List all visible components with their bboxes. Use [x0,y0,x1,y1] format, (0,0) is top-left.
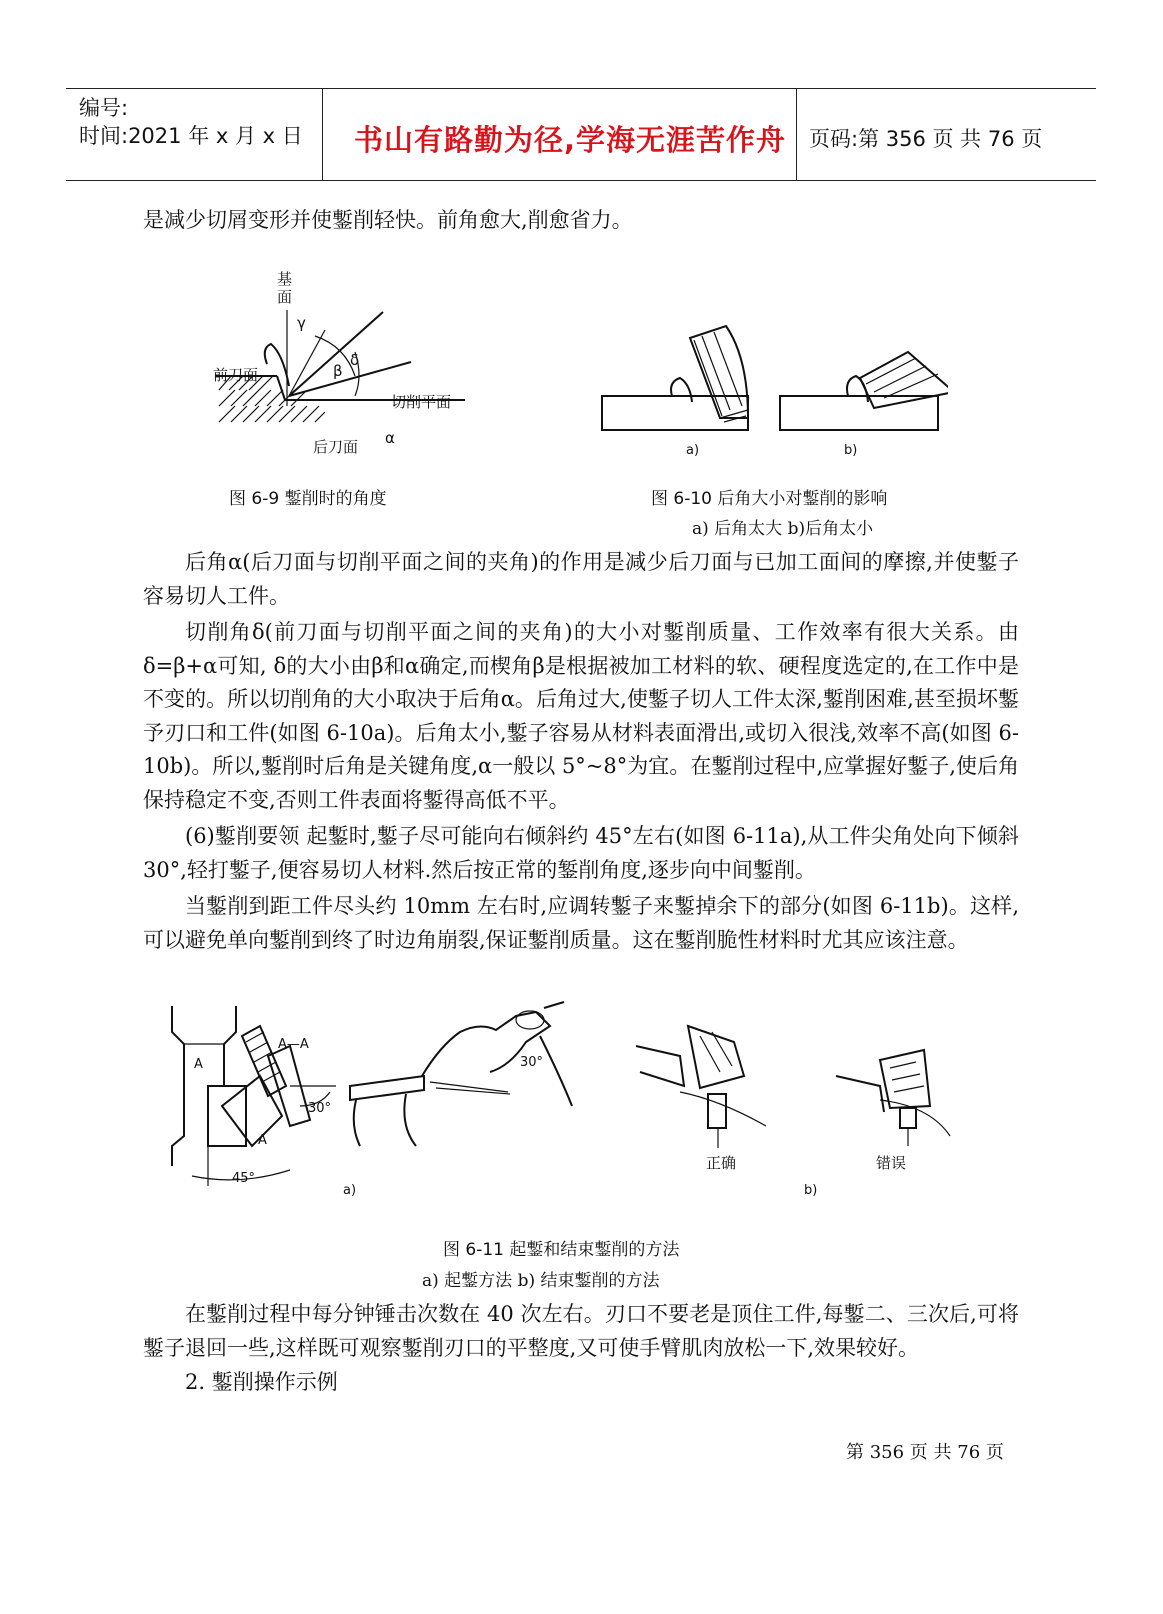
header-page: 页码:第 356 页 共 76 页 [809,127,1043,151]
fig69-label-cut-plane: 切削平面 [391,393,452,411]
fig69-chip [265,344,289,386]
fig69-label-back: 后刀面 [313,438,359,456]
paragraph-back-angle: 后角α(后刀面与切削平面之间的夹角)的作用是减少后刀面与已加工面间的摩擦,并使鏨子容易切人工件。 [143,550,1019,608]
fig611-hand-hammer [350,1002,572,1146]
figure-6-10-back-angle-effect [598,318,948,468]
fig69-label-gamma: γ [297,314,306,332]
fig611-label-a-mark: A [194,1057,203,1072]
figure-6-10-subcaption: a) 后角太大 b)后角太小 [692,519,874,539]
fig611-label-wrong: 错误 [876,1154,907,1172]
header-bottom-rule [66,180,1096,181]
fig611-label-30b: 30° [520,1055,544,1070]
fig611-wrong-drawing [836,1050,950,1146]
fig69-label-base-2: 面 [277,288,293,306]
fig611-label-45: 45° [232,1171,256,1186]
figure-6-11-start-and-finish-methods [160,996,960,1206]
figure-6-9-caption: 图 6-9 鏨削时的角度 [229,489,387,509]
footer-page-number: 第 356 页 共 76 页 [846,1442,1004,1463]
fig611-correct-drawing [636,1026,766,1148]
fig610-label-b: b) [844,443,858,458]
fig69-label-alpha: α [385,429,395,447]
paragraph-intro: 是减少切屑变形并使鏨削轻快。前角愈大,削愈省力。 [143,208,633,232]
figure-6-9-chisel-angles [205,266,475,466]
header-number: 编号: [79,96,129,120]
fig69-label-delta: δ [350,351,360,369]
paragraph-cutting-angle: 切削角δ(前刀面与切削平面之间的夹角)的大小对鏨削质量、工作效率有很大关系。由δ=β+α可知, δ的大小由β和α确定,而楔角β是根据被加工材料的软、硬程度选定的,在工作中是不变的。所以切削角的大小取决于后角α。后角过大,使鏨子切人工件太深,鏨削困难,甚至损坏鏨予刃口和工件(如图 6-10a)。后角太小,鏨子容易从材料表面滑出,或切入很浅,效率不高(如图 6-10b)。所以,鏨削时后角是关键角度,α一般以 5°~8°为宜。在鏨削过程中,应掌握好鏨子,使后角保持稳定不变,否则工件表面将鏨得高低不平。 [143,620,1019,812]
fig610-a-drawing [602,326,748,430]
fig611-label-aa: A—A [278,1037,309,1052]
header-top-rule [66,88,1096,89]
figure-6-11-caption: 图 6-11 起鏨和结束鏨削的方法 [443,1240,680,1260]
fig611-label-a: a) [343,1183,357,1198]
fig611-label-30a: 30° [308,1101,332,1116]
fig69-label-front: 前刀面 [213,366,259,384]
paragraph-chisel-essentials: (6)鏨削要领 起鏨时,鏨子尽可能向右倾斜约 45°左右(如图 6-11a),从工件尖角处向下倾斜 30°,轻打鏨子,便容易切人材料.然后按正常的錾削角度,逐步向中间鏨削。 [143,824,1019,882]
fig610-b-drawing [780,352,948,430]
header-time: 时间:2021 年 x 月 x 日 [79,124,303,148]
fig69-label-base-1: 基 [277,270,293,288]
fig610-label-a: a) [686,443,700,458]
paragraph-finish-chiseling: 当鏨削到距工件尽头约 10mm 左右时,应调转鏨子来鏨掉余下的部分(如图 6-11b)。这样,可以避免单向鏨削到终了时边角崩裂,保证鏨削质量。这在鏨削脆性材料时尤其应该注意。 [143,894,1019,952]
fig69-label-beta: β [333,362,343,380]
fig611-label-a-mark2: A [258,1133,267,1148]
figure-6-10-caption: 图 6-10 后角大小对鏨削的影响 [651,489,888,509]
paragraph-section-2: 2. 鏨削操作示例 [185,1370,338,1394]
figure-6-11-subcaption: a) 起鏨方法 b) 结束鏨削的方法 [422,1271,660,1291]
header-divider-left [322,88,323,180]
paragraph-striking-rate: 在鏨削过程中每分钟锤击次数在 40 次左右。刃口不要老是顶住工件,每鏨二、三次后,可将鏨子退回一些,这样既可观察鏨削刃口的平整度,又可使手臂肌肉放松一下,效果较好。 [143,1302,1019,1360]
fig611-label-correct: 正确 [706,1154,737,1172]
fig611-vise-view [172,1006,290,1186]
header-motto: 书山有路勤为径,学海无涯苦作舟 [354,123,787,157]
fig611-label-b: b) [804,1183,818,1198]
header-divider-right [796,88,797,180]
